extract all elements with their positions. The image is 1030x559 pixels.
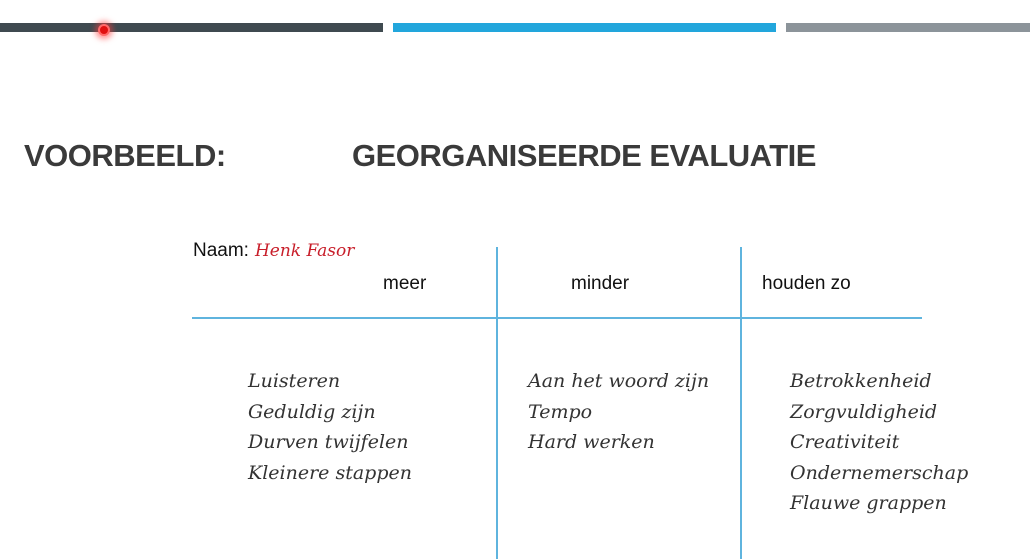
list-item: Zorgvuldigheid: [790, 400, 938, 423]
list-item: Kleinere stappen: [248, 461, 412, 484]
slide-title-prefix: VOORBEELD:: [24, 138, 226, 173]
name-label: Naam:: [193, 240, 249, 261]
top-bar-blue: [393, 23, 776, 32]
column-list-minder: [528, 366, 709, 458]
column-list-meer: [248, 366, 412, 488]
column-header-houden-zo: houden zo: [762, 273, 851, 294]
list-item: Ondernemerschap: [790, 461, 969, 484]
name-value: Henk Fasor: [254, 241, 355, 261]
slide-title: GEORGANISEERDE EVALUATIE: [352, 138, 816, 173]
laser-pointer-dot: [98, 24, 110, 36]
top-bar-grey: [786, 23, 1030, 32]
list-item: Geduldig zijn: [248, 400, 376, 423]
column-header-minder: minder: [571, 273, 630, 294]
table-column-divider: [740, 247, 742, 559]
list-item: Hard werken: [528, 431, 655, 453]
list-item: Durven twijfelen: [248, 431, 409, 453]
list-item: Creativiteit: [790, 431, 900, 453]
table-column-divider: [496, 247, 498, 559]
list-item: Tempo: [528, 400, 593, 423]
column-list-houden-zo: [790, 366, 968, 519]
list-item: Betrokkenheid: [790, 370, 932, 392]
table-header-divider: [192, 317, 922, 319]
list-item: Flauwe grappen: [790, 492, 947, 514]
list-item: Aan het woord zijn: [528, 370, 710, 392]
name-row: [193, 240, 354, 262]
list-item: Luisteren: [248, 370, 341, 392]
top-bar-dark: [0, 23, 383, 32]
column-header-meer: meer: [383, 273, 427, 294]
